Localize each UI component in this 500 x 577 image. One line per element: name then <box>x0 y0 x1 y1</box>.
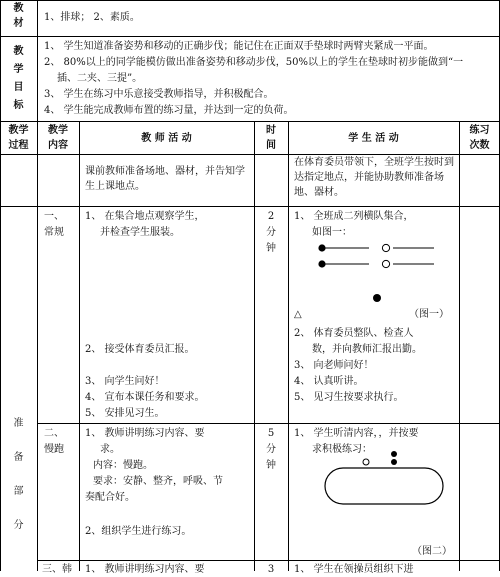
header-time-1: 时 <box>266 125 276 136</box>
jog-time-2: 分 <box>266 444 276 455</box>
goal-line: 4、 学生能完成教师布置的练习量，并达到一定的负荷。 <box>44 105 294 116</box>
header-teacher: 教 师 活 动 <box>141 133 192 144</box>
row-divider <box>37 423 500 424</box>
student-dot <box>391 451 397 457</box>
routine-teacher: 2、 接受体育委员汇报。 <box>85 344 195 355</box>
col-divider <box>459 121 460 571</box>
routine-content-2: 常规 <box>44 227 64 238</box>
jog-teacher: 2、组织学生进行练习。 <box>85 526 192 537</box>
next-content: 三、韩 <box>42 564 72 575</box>
routine-time-1: 2 <box>267 211 275 222</box>
row-divider <box>0 36 500 37</box>
next-student: 1、 学生在领操员组织下进 <box>294 564 414 575</box>
header-reps-1: 练习 <box>469 125 490 136</box>
figure-2-caption: （图二） <box>412 546 452 557</box>
prep-teacher: 课前教师准备场地、器材，并告知学生上课地点。 <box>85 166 245 192</box>
header-process-2: 过程 <box>8 140 29 151</box>
header-time-2: 间 <box>266 140 276 151</box>
jog-teacher: 1、 教师讲明练习内容、要 <box>85 428 205 439</box>
jog-teacher: 求。 <box>100 444 120 455</box>
header-reps-2: 次数 <box>469 140 490 151</box>
oval-track <box>325 468 443 504</box>
goal-line: 2、 80%以上的同学能模仿做出准备姿势和移动步伐，50%以上的学生在垫球时初步能做到“一 <box>44 57 464 68</box>
goal-line: 1、 学生知道准备姿势和移动的正确步伐；能记住在正面双手垫球时两臂夹紧成一平面。 <box>44 41 434 52</box>
student-circle <box>382 260 389 267</box>
section-label-3: 部 <box>13 486 24 497</box>
running-track-diagram <box>289 448 459 510</box>
section-label-1: 准 <box>13 418 24 429</box>
row-divider <box>0 206 500 207</box>
header-process-1: 教学 <box>8 125 29 136</box>
jog-student: 求积极练习： <box>312 444 372 455</box>
routine-time-2: 分 <box>266 227 276 238</box>
goals-label-2: 学 <box>13 64 24 75</box>
teacher-dot <box>373 294 381 302</box>
jog-content-1: 二、 <box>44 428 64 439</box>
row-divider <box>0 121 500 122</box>
routine-student: 2、 体育委员整队、检查人 <box>294 328 414 339</box>
student-circle <box>382 244 389 251</box>
routine-teacher: 1、 在集合地点观察学生， <box>85 211 205 222</box>
routine-teacher: 5、 安排见习生。 <box>85 408 165 419</box>
section-label-2: 备 <box>13 452 24 463</box>
goals-label-4: 标 <box>13 100 24 111</box>
routine-teacher: 并检查学生服装。 <box>100 227 180 238</box>
routine-student: 1、 全班成二列横队集合， <box>294 211 414 222</box>
triangle-icon: △ <box>294 309 302 320</box>
materials-label-1: 教 <box>13 3 24 14</box>
routine-student: 数，并向教师汇报出勤。 <box>312 344 422 355</box>
figure-1-caption: （图一） <box>409 309 449 320</box>
jog-teacher: 要求：安静、整齐，呼吸、节 <box>93 476 223 487</box>
section-label-4: 分 <box>13 520 24 531</box>
routine-content-1: 一、 <box>44 211 64 222</box>
student-circle <box>363 459 369 465</box>
col-divider <box>254 121 255 571</box>
materials-label-2: 材 <box>13 18 24 29</box>
header-content-1: 教学 <box>48 125 68 136</box>
routine-student: 如图一： <box>312 227 352 238</box>
jog-teacher: 奏配合好。 <box>85 492 135 503</box>
col-divider <box>37 0 38 571</box>
routine-teacher: 4、 宣布本课任务和要求。 <box>85 392 205 403</box>
materials-text: 1、排球； 2、素质。 <box>44 12 140 23</box>
routine-student: 4、 认真听讲。 <box>294 376 364 387</box>
student-dot <box>391 459 397 465</box>
jog-time-1: 5 <box>267 428 275 439</box>
goals-label-3: 目 <box>13 82 24 93</box>
routine-teacher: 3、 向学生问好！ <box>85 376 165 387</box>
jog-time-3: 钟 <box>266 460 276 471</box>
goals-label-1: 教 <box>13 46 24 57</box>
goal-line: 3、 学生在练习中乐意接受教师指导，并积极配合。 <box>44 89 274 100</box>
jog-teacher: 内容：慢跑。 <box>93 460 153 471</box>
routine-time-3: 钟 <box>266 243 276 254</box>
jog-content-2: 慢跑 <box>44 444 64 455</box>
header-content-2: 内容 <box>48 140 68 151</box>
goal-line: 插、二夹、三提”。 <box>57 73 143 84</box>
routine-student: 3、 向老师问好！ <box>294 360 374 371</box>
routine-student: 5、 见习生按要求执行。 <box>294 392 404 403</box>
next-teacher: 1、 教师讲明练习内容、要 <box>85 564 205 575</box>
header-student: 学 生 活 动 <box>348 133 399 144</box>
leader-dot <box>318 260 325 267</box>
prep-student: 在体育委员带领下，全班学生按时到达指定地点，并能协助教师准备场地、器材。 <box>294 157 454 198</box>
leader-dot <box>318 244 325 251</box>
table-border-top <box>0 0 500 1</box>
col-divider <box>79 121 80 571</box>
jog-student: 1、 学生听清内容，，并按要 <box>294 428 419 439</box>
row-divider <box>37 560 500 561</box>
next-time: 3 <box>267 564 275 575</box>
